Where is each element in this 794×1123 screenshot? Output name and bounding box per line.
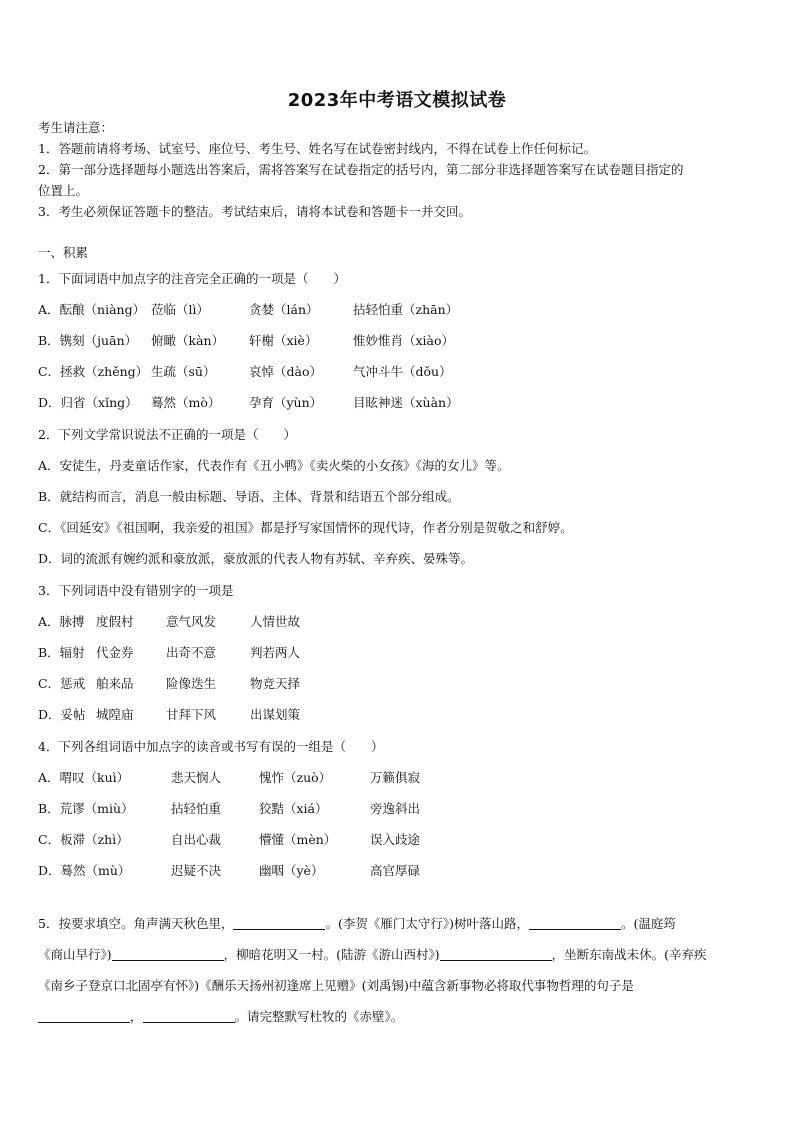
option-cell: 拈轻怕重 [171,801,222,816]
q5-text: ，柳暗花明又一村。(陆游《游山西村》) [223,947,440,962]
option-cell: D．妥帖 [38,707,86,722]
option-cell: 甘拜下风 [166,707,217,722]
q4-option-c [38,830,420,850]
option-cell: 孕育（yùn） [249,395,323,410]
option-cell: C．拯救（zhěng） [38,364,149,379]
option-cell: 愧怍（zuò） [259,770,332,785]
option-cell: D．归省（xǐng） [38,395,138,410]
q3-option-b [38,643,300,663]
option-cell: A．脉搏 [38,614,85,629]
option-cell: 懵懂（mèn） [259,832,337,847]
question-1-stem: 1．下面词语中加点字的注音完全正确的一项是（ ） [38,271,346,286]
q5-text: 5．按要求填空。角声满天秋色里， [38,916,234,931]
notice-item: 2．第一部分选择题每小题选出答案后，需将答案写在试卷指定的括号内，第二部分非选择题答案写在试卷题目指定的 [38,162,684,177]
option-cell: 城隍庙 [96,707,134,722]
section-heading: 一、积累 [38,245,89,260]
option-cell: 误入歧途 [370,832,421,847]
notice-item: 位置上。 [38,183,89,198]
option-cell: 气冲斗牛（dǒu） [353,364,452,379]
option-cell: B．荒谬（miù） [38,801,134,816]
option-cell: 意气风发 [166,614,217,629]
question-5-line-1 [38,914,676,934]
option-cell: 悲天悯人 [171,770,222,785]
option-cell: 出谋划策 [250,707,301,722]
option-cell: 目眩神迷（xùàn） [353,395,459,410]
q2-option-c: C．《回延安》《祖国啊，我亲爱的祖国》都是抒写家国情怀的现代诗，作者分别是贺敬之和舒婷。 [38,520,573,535]
q2-option-b: B．就结构而言，消息一般由标题、导语、主体、背景和结语五个部分组成。 [38,489,460,504]
option-cell: 轩榭（xiè） [249,333,318,348]
notice-item: 1．答题前请将考场、试室号、座位号、考生号、姓名写在试卷密封线内，不得在试卷上作任何标记。 [38,141,596,156]
option-cell: 代金券 [96,645,134,660]
answer-blank[interactable] [529,915,621,930]
q1-option-a [38,300,458,320]
q3-option-c [38,674,300,694]
q5-text: ， [130,1009,143,1024]
answer-blank[interactable] [233,915,325,930]
q5-text: ，坐断东南战未休。(辛弃疾 [551,947,707,962]
q5-text: 。请完整默写杜牧的《赤壁》。 [234,1009,404,1024]
q1-option-d [38,393,459,413]
answer-blank[interactable] [143,1008,235,1023]
option-cell: 莅临（lì） [151,302,209,317]
option-cell: 险像迭生 [166,676,217,691]
option-cell: 判若两人 [250,645,301,660]
option-cell: 出奇不意 [166,645,217,660]
q5-text: 。(李贺《雁门太守行》)树叶落山路， [325,916,529,931]
option-cell: 生疏（sū） [151,364,216,379]
option-cell: 物竞天择 [250,676,301,691]
q5-text: 。(温庭筠 [620,916,676,931]
option-cell: B．镌刻（juān） [38,333,138,348]
option-cell: 度假村 [96,614,134,629]
option-cell: 拈轻怕重（zhān） [353,302,459,317]
option-cell: C．板滞（zhì） [38,832,129,847]
q4-option-b [38,799,420,819]
q3-option-a [38,612,300,632]
q4-option-d [38,861,420,881]
option-cell: 蓦然（mò） [151,395,221,410]
notice-heading: 考生请注意： [38,120,114,135]
option-cell: A．喟叹（kuì） [38,770,130,785]
answer-blank[interactable] [38,1008,130,1023]
option-cell: B．辐射 [38,645,85,660]
question-4-stem: 4．下列各组词语中加点字的读音或书写有误的一组是（ ） [38,739,384,754]
option-cell: 自出心裁 [171,832,222,847]
option-cell: 万籁俱寂 [370,770,421,785]
option-cell: 惟妙惟肖（xiào） [353,333,455,348]
q1-option-b [38,331,454,351]
question-2-stem: 2．下列文学常识说法不正确的一项是（ ） [38,427,296,442]
option-cell: A．酝酿（niàng） [38,302,146,317]
option-cell: 狡黠（xiá） [259,801,328,816]
option-cell: C．惩戒 [38,676,86,691]
q5-text: 《商山早行》) [38,947,112,962]
answer-blank[interactable] [112,946,224,961]
question-3-stem: 3．下列词语中没有错别字的一项是 [38,583,234,598]
page-title: 2023年中考语文模拟试卷 [287,90,507,111]
q2-option-d: D．词的流派有婉约派和豪放派，豪放派的代表人物有苏轼、辛弃疾、晏殊等。 [38,551,474,566]
notice-item: 3．考生必须保证答题卡的整洁。考试结束后，请将本试卷和答题卡一并交回。 [38,204,471,219]
option-cell: 俯瞰（kàn） [151,333,225,348]
option-cell: 舶来品 [96,676,134,691]
option-cell: 旁逸斜出 [370,801,421,816]
option-cell: 迟疑不决 [171,863,222,878]
question-5-line-3: 《南乡子登京口北固亭有怀》)《酬乐天扬州初逢席上见赠》(刘禹锡)中蕴含新事物必将取代事物哲理的句子是 [38,978,634,993]
question-5-line-2 [38,945,707,965]
q4-option-a [38,768,420,788]
q2-option-a: A．安徒生，丹麦童话作家，代表作有《丑小鸭》《卖火柴的小女孩》《海的女儿》等。 [38,458,510,473]
option-cell: 哀悼（dào） [249,364,322,379]
option-cell: 贪婪（lán） [249,302,319,317]
q3-option-d [38,705,300,725]
option-cell: 高官厚碌 [370,863,421,878]
option-cell: 人情世故 [250,614,301,629]
answer-blank[interactable] [440,946,552,961]
q1-option-c [38,362,452,382]
option-cell: D．蓦然（mù） [38,863,131,878]
option-cell: 幽咽（yè） [259,863,324,878]
question-5-line-4 [38,1007,403,1027]
